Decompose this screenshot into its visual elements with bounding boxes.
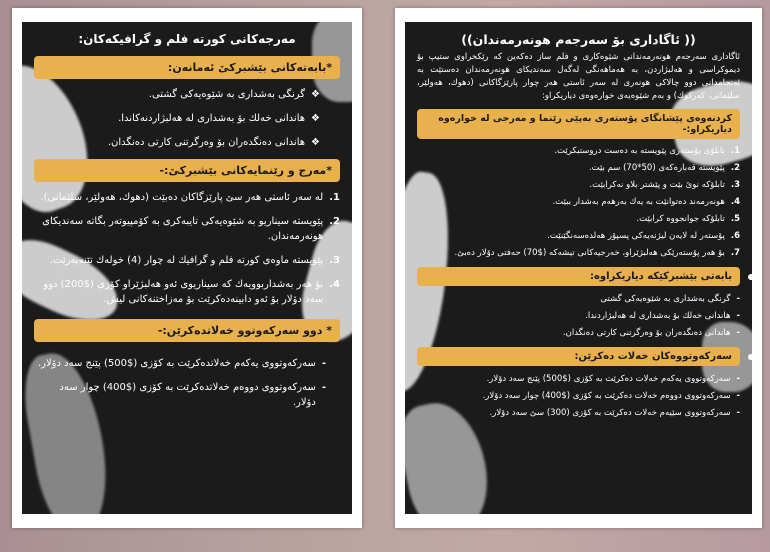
right-poster-page <box>395 8 762 528</box>
rules-list <box>34 190 340 307</box>
list-item: - گرنگی بەشداری بە شێوەیەکی گشتی <box>600 294 740 304</box>
topics-list <box>417 293 740 339</box>
right-poster-panel <box>405 22 752 514</box>
list-item: - هاندانی دەنگدەران بۆ وەرگرتنی کارتی دەنگدان. <box>562 328 740 338</box>
list-item: 2. پێویستە سیناریو بە شێوەیەکی تایبەکری بە کۆمپیوتەر بگاتە سەندیکای هونەرمەندان. <box>42 216 340 242</box>
winners-list <box>417 373 740 419</box>
list-item: 3. پێویستە ماوەی کورتە فلم و گرافیك لە چوار (4) خولەك تێنەپەرێت. <box>49 255 340 266</box>
list-item: ❖ گرنگی بەشداری بە شێوەیەکی گشتی. <box>148 89 320 100</box>
list-item: 1. لە سەر ئاستی هەر سێ پارێزگاکان دەبێت (دهوك، هەولێر، سلێمانی). <box>40 192 340 203</box>
left-poster-page <box>12 8 362 528</box>
section-heading-topics: *بابەتەکانی بێشبرکێ ئەمانەن: <box>34 56 340 79</box>
left-page-title: مەرجەکانی کورتە فلم و گرافیکەکان: <box>78 32 296 46</box>
list-item: - هاندانی خەلك بۆ بەشداری لە هەلبژاردندا. <box>585 311 740 321</box>
list-item: - سەرکەوتووی دووەم خەلات دەکرێت بە کۆزی ($400) چوار سەد دۆلار. <box>482 391 740 401</box>
section-heading-topics: بابەتی بێشبرکێکە دیاریکراوە: <box>417 267 740 286</box>
list-item: 3. تابلۆکە نوێ بێت و پێشتر بلاو نەکرابێت. <box>589 180 740 190</box>
list-item: - سەرکەوتووی دووەم خەلاتدەکرێت بە کۆزی ($400) چوار سەد دۆلار. <box>59 382 326 408</box>
list-item: 7. بۆ هەر پۆستەرێکی هەلبژێراو، خەرجیەکانی تیشەکە ($70) حەفتی دۆلار دەبێ. <box>454 248 740 258</box>
list-item: ❖ هاندانی خەلك بۆ بەشداری لە هەلبژاردنەکاندا. <box>118 113 320 124</box>
list-item: 4. بۆ هەر بەشداربوویەك کە سیناریوی ئەو هەلبژێراو کۆزی ($200) دوو سەد دۆلار بۆ ئەو دابینەدەکرێت بۆ مەزاختنەکانی لیش. <box>43 279 340 305</box>
list-item: - سەرکەوتووی سێیەم خەلات دەکرێت بە کۆزی (300) سێ سەد دۆلار. <box>489 408 740 418</box>
list-item: 1. تابلۆی پۆستەری پێویستە بە دەست دروستبکرێت. <box>554 146 740 156</box>
left-poster-panel <box>22 22 352 514</box>
poster-rules-list <box>417 145 740 259</box>
section-heading-winners: سەرکەوتووەکان خەلات دەکرێن: <box>417 347 740 366</box>
list-item: - سەرکەوتووی یەکەم خەلاتدەکرێت بە کۆزی ($500) پێنج سەد دۆلار. <box>37 358 326 369</box>
list-item: ❖ هاندانی دەنگدەران بۆ وەرگرتنی کارتی دەنگدان. <box>107 137 320 148</box>
announcement-intro: ئاگاداری سەرجەم هونەرمەندانی شێوەکاری و فلم ساز دەکەین کە رێکخراوی ستیپ بۆ دیموکراسی و هەلبژاردن، بە هەماهەنگی لەگەل سەندیکای هونەرمەندان دەستێت بە ئەنجامدانی دوو چالاکی هونەری لە سەر ئاستی هەر چوار پارێزگاکانی (دهوك، هەولێر، سلێمانی، کەرکوك) و بەم شێوەیەی خوارەوەی دیاریکراو: <box>417 52 740 101</box>
bullet-dot-icon <box>748 274 752 280</box>
right-page-title: (( ئاگاداری بۆ سەرجەم هونەرمەندان)) <box>461 32 696 47</box>
list-item: 2. پێویستە قەبارەکەی (50*70) سم بێت. <box>588 163 740 173</box>
winners-list <box>34 356 340 410</box>
list-item: 6. پۆستەر لە لایەن لیژنەیەکی پسپۆر هەلدەسەنگێنێت. <box>547 231 740 241</box>
list-item: - سەرکەوتووی یەکەم خەلات دەکرێت بە کۆزی ($500) پێنج سەد دۆلار. <box>486 374 740 384</box>
list-item: 4. هونەرمەند دەتوانێت بە یەك بەرهەم بەشدار ببێت. <box>552 197 740 207</box>
list-item: 5. تابلۆکە جوانجووە کرابێت. <box>636 214 740 224</box>
topics-list <box>34 87 340 150</box>
section-heading-winners: * دوو سەرکەوتوو خەلاتدەکرێن:- <box>34 319 340 342</box>
section-heading-rules: *مەرج و رێنمایەکانی بێشبرکێ:- <box>34 159 340 182</box>
section-heading-poster-exhibition: کردنەوەی پێشانگای پۆستەری بەپێی رێنما و مەرجی لە خوارەوە دیاریکراو:- <box>417 109 740 139</box>
bullet-dot-icon <box>748 354 752 360</box>
